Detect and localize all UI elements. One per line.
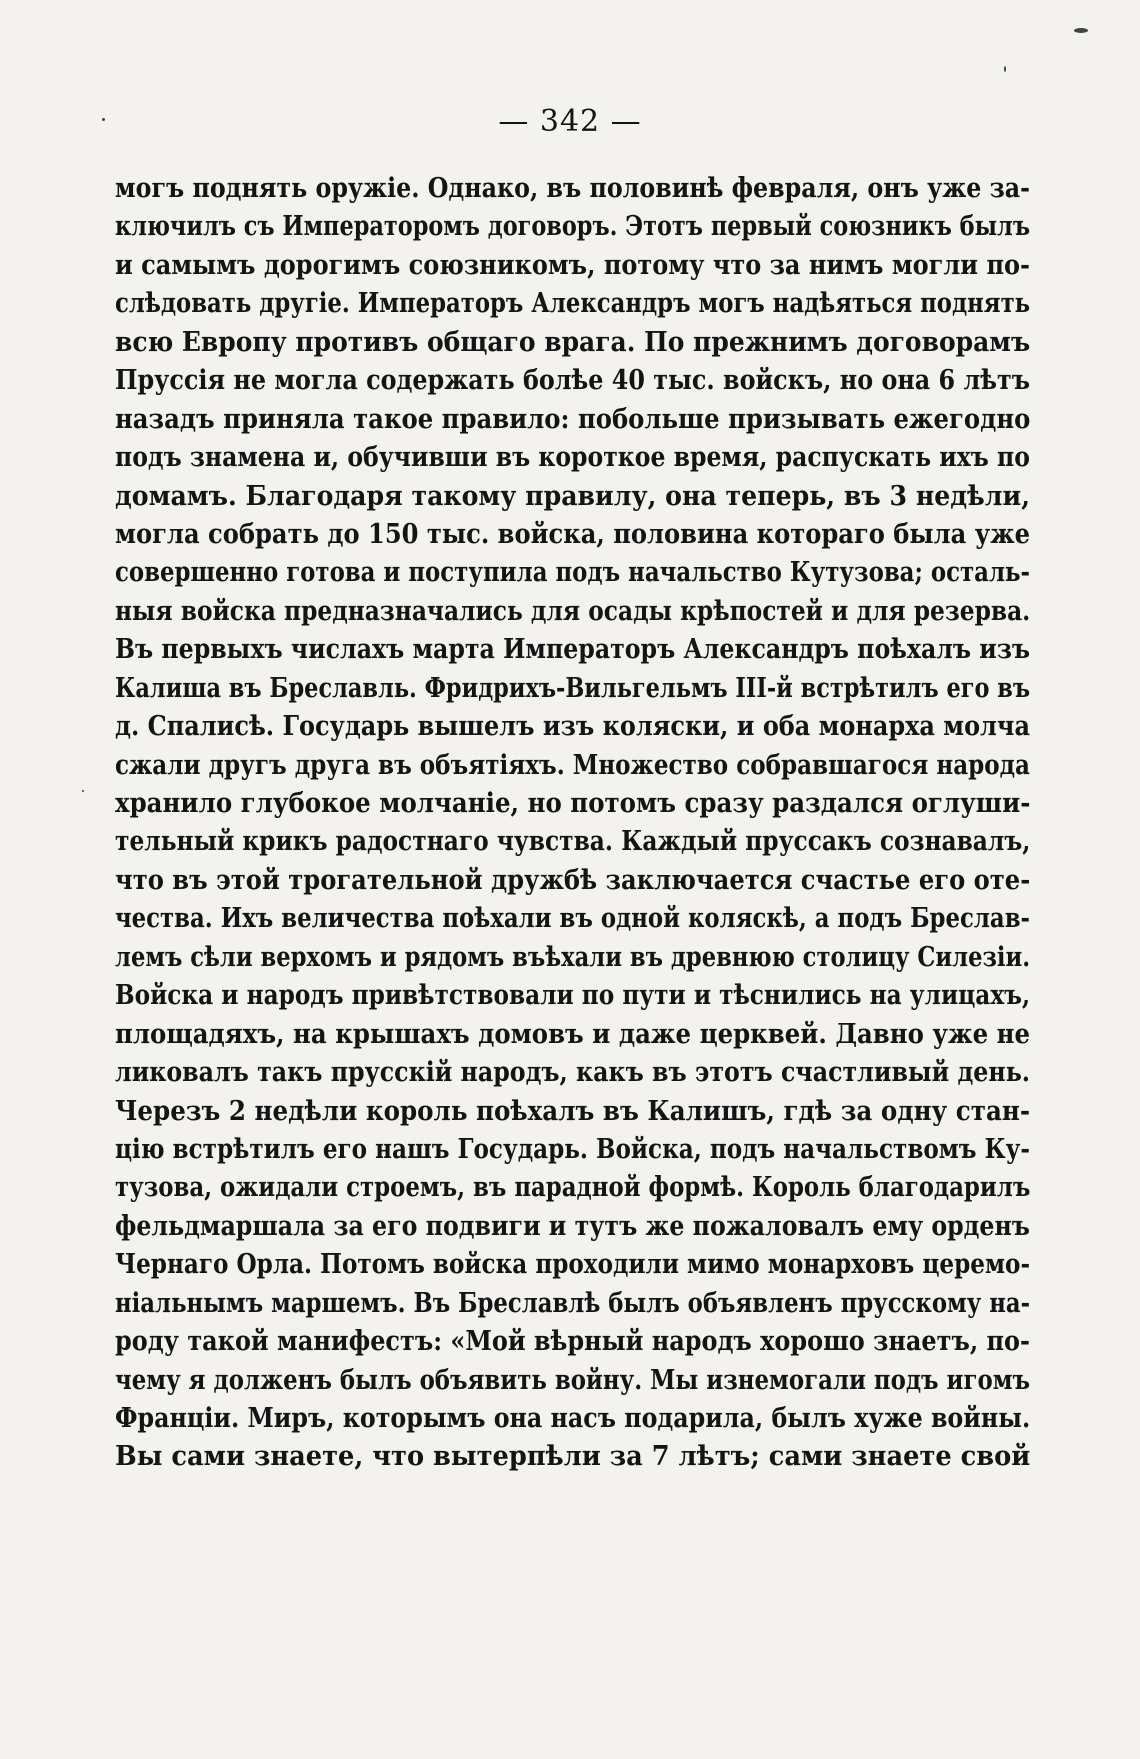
scan-speck xyxy=(1004,66,1006,72)
page-number: — 342 — xyxy=(498,104,642,139)
text-line: совершенно готова и поступила подъ начальство Кутузова; осталь- xyxy=(115,557,1031,589)
body-text xyxy=(115,170,1030,1477)
text-line: тузова, ожидали строемъ, въ парадной формѣ. Король благодарилъ xyxy=(115,1172,1031,1204)
text-line: ніальнымъ маршемъ. Въ Бреславлѣ былъ объявленъ прусскому на- xyxy=(115,1287,1031,1319)
text-line: роду такой манифестъ: «Мой вѣрный народъ хорошо знаетъ, по- xyxy=(115,1326,1030,1358)
text-line: площадяхъ, на крышахъ домовъ и даже церквей. Давно уже не xyxy=(115,1018,1031,1050)
text-line: д. Спалисѣ. Государь вышелъ изъ коляски, и оба монарха молча xyxy=(115,711,1030,743)
text-line: могла собрать до 150 тыс. войска, половина котораго была уже xyxy=(115,518,1031,550)
text-line: Франціи. Миръ, которымъ она насъ подарила, былъ хуже войны. xyxy=(115,1403,1031,1434)
text-line: лемъ сѣли верхомъ и рядомъ въѣхали въ древнюю столицу Силезіи. xyxy=(115,941,1031,973)
text-line: хранило глубокое молчаніе, но потомъ сразу раздался оглуши- xyxy=(115,788,1031,819)
text-line: слѣдовать другіе. Императоръ Александръ могъ надѣяться поднять xyxy=(115,288,1031,320)
text-line: назадъ приняла такое правило: побольше призывать ежегодно xyxy=(115,403,1031,435)
scan-speck xyxy=(82,790,84,792)
text-line: подъ знамена и, обучивши въ короткое время, распускать ихъ по xyxy=(115,442,1030,474)
text-line: Въ первыхъ числахъ марта Императоръ Александръ поѣхалъ изъ xyxy=(115,634,1031,666)
text-line: фельдмаршала за его подвиги и тутъ же пожаловалъ ему орденъ xyxy=(115,1210,1030,1242)
text-line: Калиша въ Бреславль. Фридрихъ-Вильгельмъ III-й встрѣтилъ его въ xyxy=(115,672,1031,704)
text-line: цію встрѣтилъ его нашъ Государь. Войска, подъ начальствомъ Ку- xyxy=(115,1133,1030,1165)
text-line: Пруссія не могла содержать болѣе 40 тыс. войскъ, но она 6 лѣтъ xyxy=(115,365,1031,397)
text-line: сжали другъ друга въ объятіяхъ. Множество собравшагося народа xyxy=(115,749,1030,781)
text-line: ныя войска предназначались для осады крѣпостей и для резерва. xyxy=(115,595,1031,627)
text-line: чества. Ихъ величества поѣхали въ одной коляскѣ, а подъ Бреслав- xyxy=(115,903,1031,935)
text-line: домамъ. Благодаря такому правилу, она теперь, въ 3 недѣли, xyxy=(115,480,1030,512)
scan-speck xyxy=(102,118,105,121)
text-line: ликовалъ такъ прусскій народъ, какъ въ этотъ счастливый день. xyxy=(115,1057,1031,1089)
text-line: Черезъ 2 недѣли король поѣхалъ въ Калишъ, гдѣ за одну стан- xyxy=(115,1095,1031,1127)
text-line: Чернаго Орла. Потомъ войска проходили мимо монарховъ церемо- xyxy=(115,1249,1031,1281)
text-line: тельный крикъ радостнаго чувства. Каждый пруссакъ сознавалъ, xyxy=(115,826,1031,858)
text-line: чему я долженъ былъ объявить войну. Мы изнемогали подъ игомъ xyxy=(115,1364,1031,1396)
text-line: Войска и народъ привѣтствовали по пути и тѣснились на улицахъ, xyxy=(115,980,1031,1012)
text-line: и самымъ дорогимъ союзникомъ, потому что за нимъ могли по- xyxy=(115,249,1030,281)
scan-speck xyxy=(1074,28,1088,33)
text-line: всю Европу противъ общаго врага. По прежнимъ договорамъ xyxy=(115,326,1031,358)
text-line: могъ поднять оружіе. Однако, въ половинѣ февраля, онъ уже за- xyxy=(115,173,1031,204)
text-line: Вы сами знаете, что вытерпѣли за 7 лѣтъ; сами знаете свой xyxy=(115,1441,1031,1473)
text-line: что въ этой трогательной дружбѣ заключается счастье его оте- xyxy=(115,864,1031,896)
text-line: ключилъ съ Императоромъ договоръ. Этотъ первый союзникъ былъ xyxy=(115,211,1031,243)
